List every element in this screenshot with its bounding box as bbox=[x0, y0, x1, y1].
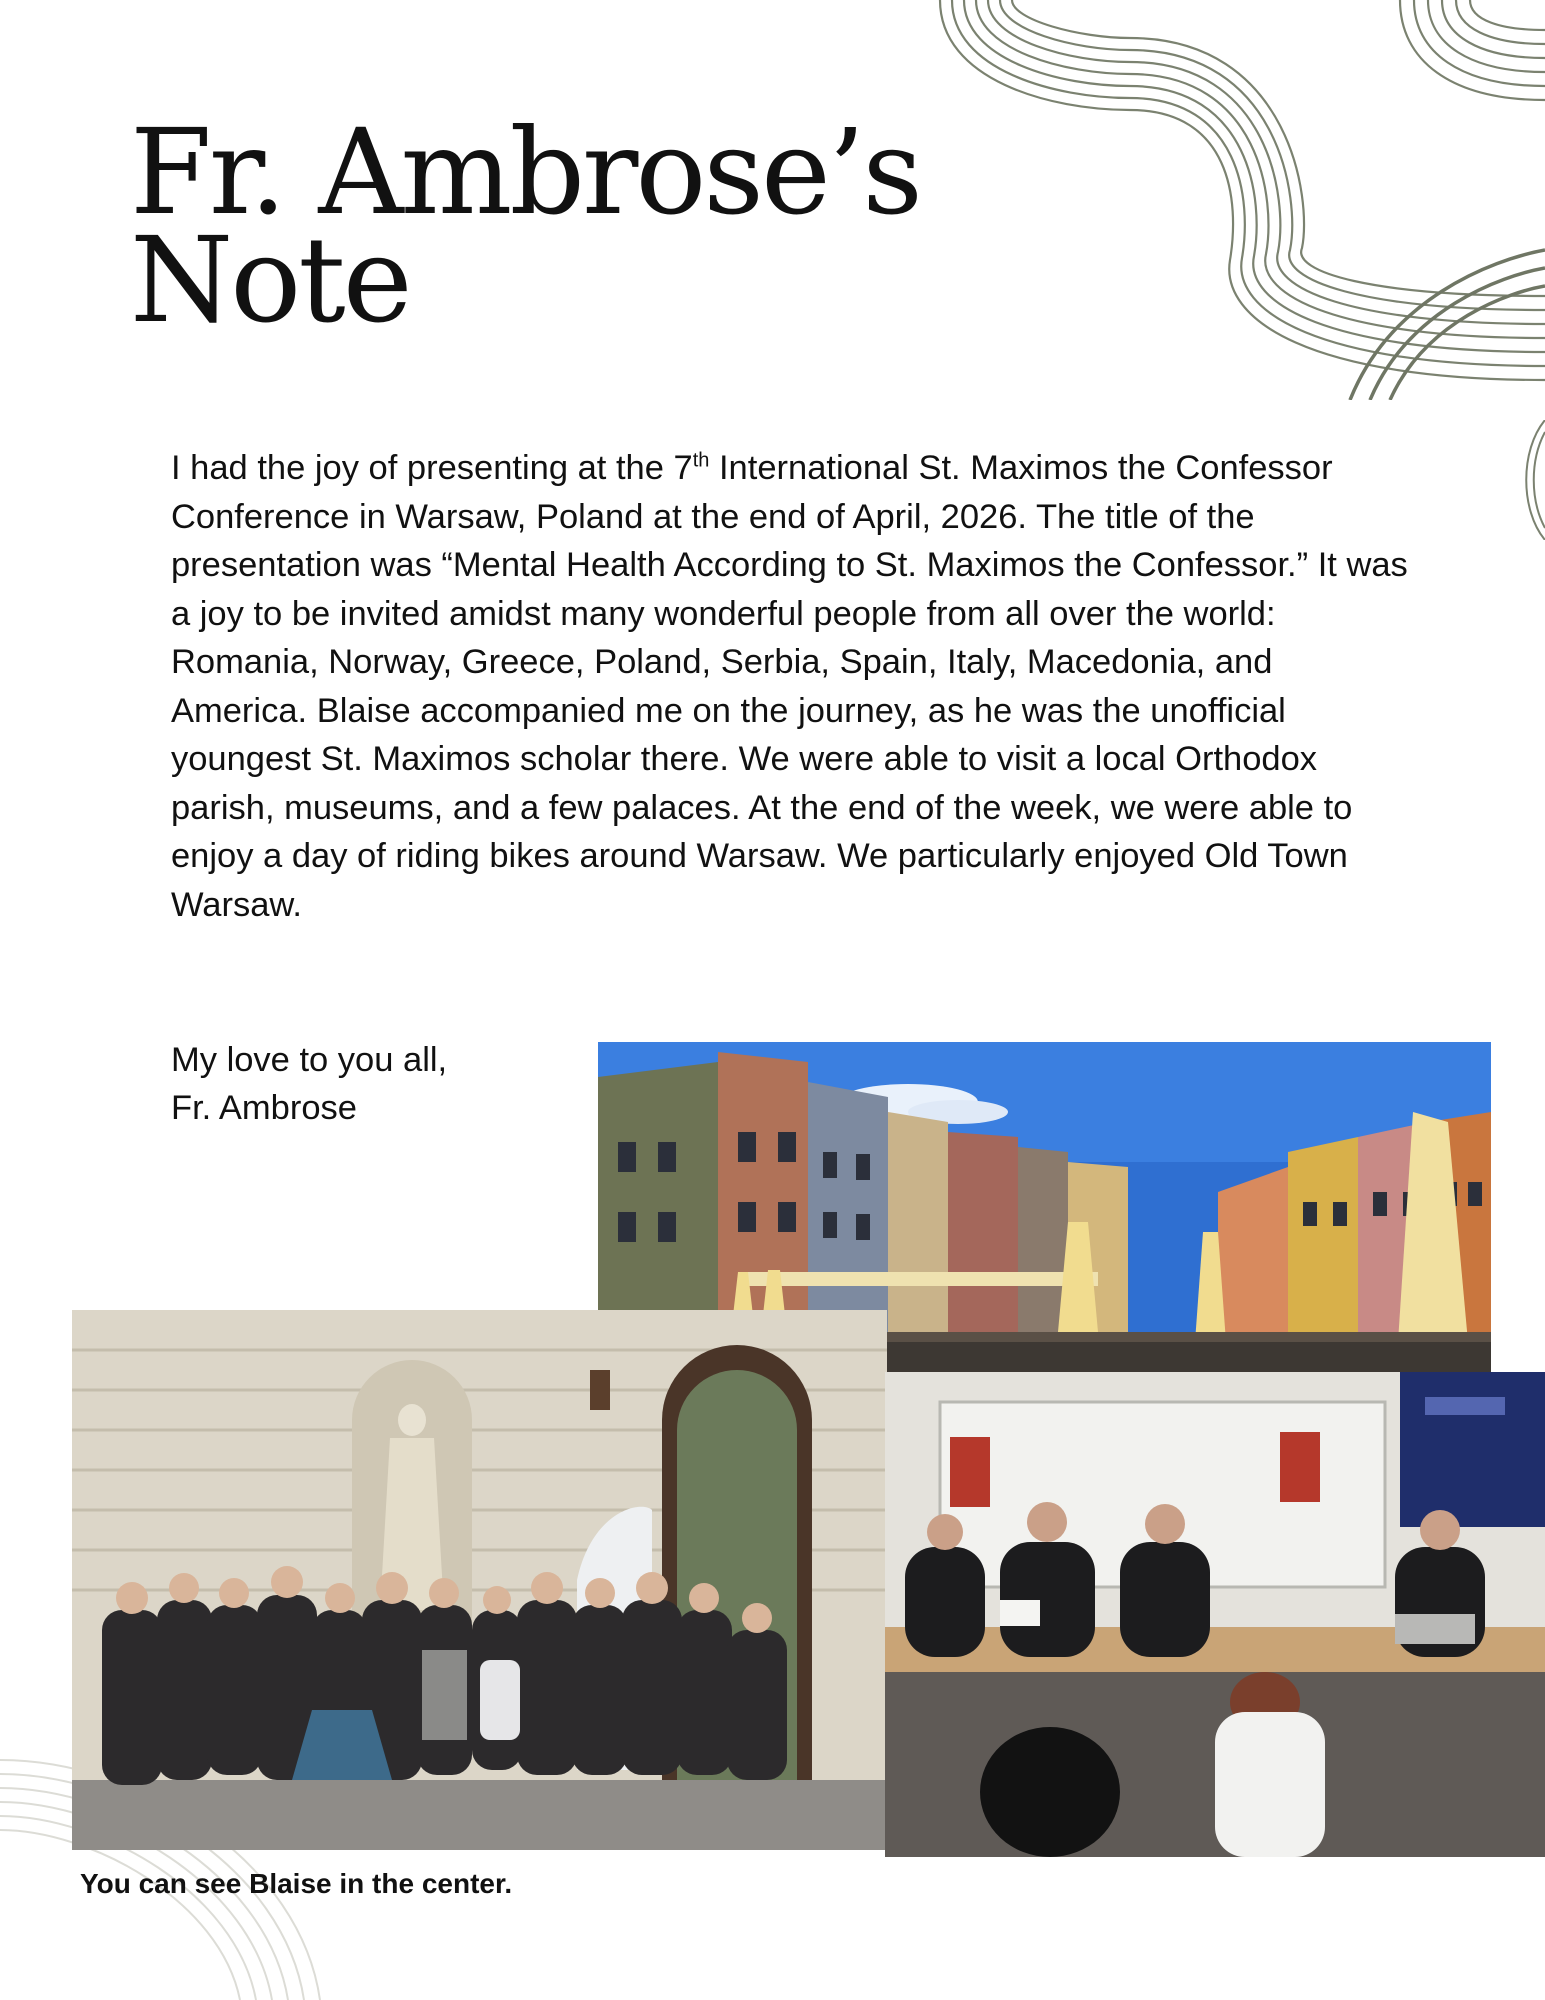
photo-caption: You can see Blaise in the center. bbox=[80, 1868, 513, 1899]
signoff bbox=[171, 1036, 447, 1132]
group-photo bbox=[72, 1310, 887, 1850]
wave-decoration-right bbox=[1510, 420, 1545, 540]
title-line-2: Note bbox=[130, 211, 410, 349]
article-text-rest: International St. Maximos the Confessor Conference in Warsaw, Poland at the end of April, 2026. The title of the presentation was “Mental Health According to St. Maximos the Confessor.” It was a joy to be invited amidst many wonderful people from all over the world: Romania, Norway, Greece, Poland, Serbia, Spain, Italy, Macedonia, and America. Blaise accompanied me on the journey, as he was the unofficial youngest St. Maximos scholar there. We were able to visit a local Orthodox parish, museums, and a few palaces. At the end of the week, we were able to enjoy a day of riding bikes around Warsaw. We particularly enjoyed Old Town Warsaw. bbox=[171, 449, 1408, 924]
wave-decoration-top bbox=[930, 0, 1545, 400]
conference-photo bbox=[885, 1372, 1545, 1857]
title-line-1: Fr. Ambrose’s bbox=[130, 103, 920, 241]
ordinal-suffix: th bbox=[692, 449, 710, 472]
signoff-greeting: My love to you all, bbox=[171, 1041, 448, 1079]
article-text-start: I had the joy of presenting at the 7 bbox=[171, 449, 693, 487]
page-title bbox=[130, 103, 920, 349]
signoff-signature: Fr. Ambrose bbox=[171, 1089, 357, 1127]
article-body bbox=[171, 444, 1411, 929]
